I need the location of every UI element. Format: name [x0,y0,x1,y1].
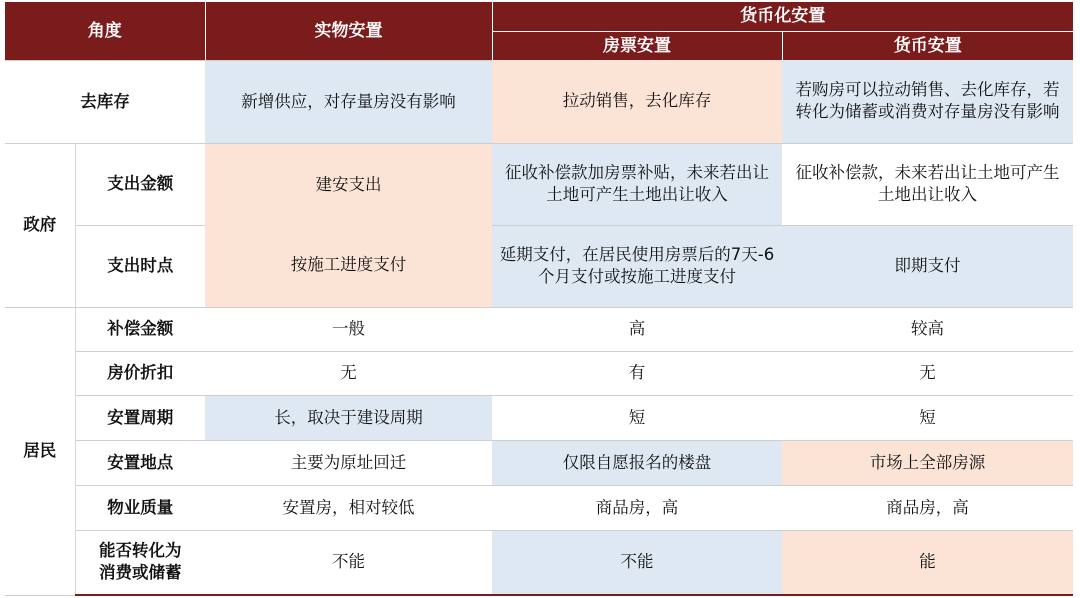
cell-spend-time-voucher: 延期支付，在居民使用房票后的7天-6个月支付或按施工进度支付 [492,225,782,307]
spend-physical-stack [211,145,486,305]
cell-property-quality-voucher: 商品房，高 [492,485,782,530]
row-convertible [5,530,1073,595]
cell-resettle-location-physical: 主要为原址回迁 [205,440,492,485]
cell-resettle-period-physical: 长，取决于建设周期 [205,395,492,440]
cell-comp-amount-voucher: 高 [492,307,782,351]
row-spend-time [5,225,1073,307]
cell-spend-time-cash: 即期支付 [782,225,1073,307]
group-label-government: 政府 [5,143,75,307]
cell-resettle-period-cash: 短 [782,395,1073,440]
row-comp-amount [5,307,1073,351]
comparison-table [5,2,1073,596]
row-destock [5,60,1073,143]
cell-destock-cash: 若购房可以拉动销售、去化库存，若转化为储蓄或消费对存量房没有影响 [782,60,1073,143]
cell-convertible-voucher: 不能 [492,530,782,595]
cell-price-discount-physical: 无 [205,351,492,395]
cell-comp-amount-cash: 较高 [782,307,1073,351]
group-label-resident: 居民 [5,307,75,595]
header-cash: 货币安置 [782,31,1073,60]
cell-price-discount-voucher: 有 [492,351,782,395]
row-label-destock: 去库存 [5,60,205,143]
header-angle: 角度 [5,2,205,60]
row-label-comp-amount: 补偿金额 [75,307,205,351]
row-price-discount [5,351,1073,395]
row-property-quality [5,485,1073,530]
cell-spend-amount-voucher: 征收补偿款加房票补贴，未来若出让土地可产生土地出让收入 [492,143,782,225]
cell-property-quality-cash: 商品房，高 [782,485,1073,530]
cell-property-quality-physical: 安置房，相对较低 [205,485,492,530]
row-label-resettle-location: 安置地点 [75,440,205,485]
cell-spend-amount-cash: 征收补偿款，未来若出让土地可产生土地出让收入 [782,143,1073,225]
row-label-spend-time: 支出时点 [75,225,205,307]
cell-price-discount-cash: 无 [782,351,1073,395]
row-label-convertible: 能否转化为消费或储蓄 [75,530,205,595]
row-label-property-quality: 物业质量 [75,485,205,530]
row-spend-amount [5,143,1073,225]
cell-destock-voucher: 拉动销售，去化库存 [492,60,782,143]
cell-spend-amount-physical: 建安支出 [315,175,382,195]
header-voucher: 房票安置 [492,31,782,60]
cell-spend-time-physical: 按施工进度支付 [290,255,407,275]
header-row-1 [5,2,1073,31]
header-monetized: 货币化安置 [492,2,1073,31]
cell-resettle-period-voucher: 短 [492,395,782,440]
row-resettle-period [5,395,1073,440]
cell-destock-physical: 新增供应，对存量房没有影响 [205,60,492,143]
cell-spend-physical [205,143,492,307]
row-resettle-location [5,440,1073,485]
header-physical: 实物安置 [205,2,492,60]
cell-convertible-physical: 不能 [205,530,492,595]
cell-convertible-cash: 能 [782,530,1073,595]
cell-resettle-location-voucher: 仅限自愿报名的楼盘 [492,440,782,485]
row-label-price-discount: 房价折扣 [75,351,205,395]
row-label-spend-amount: 支出金额 [75,143,205,225]
row-label-resettle-period: 安置周期 [75,395,205,440]
cell-comp-amount-physical: 一般 [205,307,492,351]
cell-resettle-location-cash: 市场上全部房源 [782,440,1073,485]
